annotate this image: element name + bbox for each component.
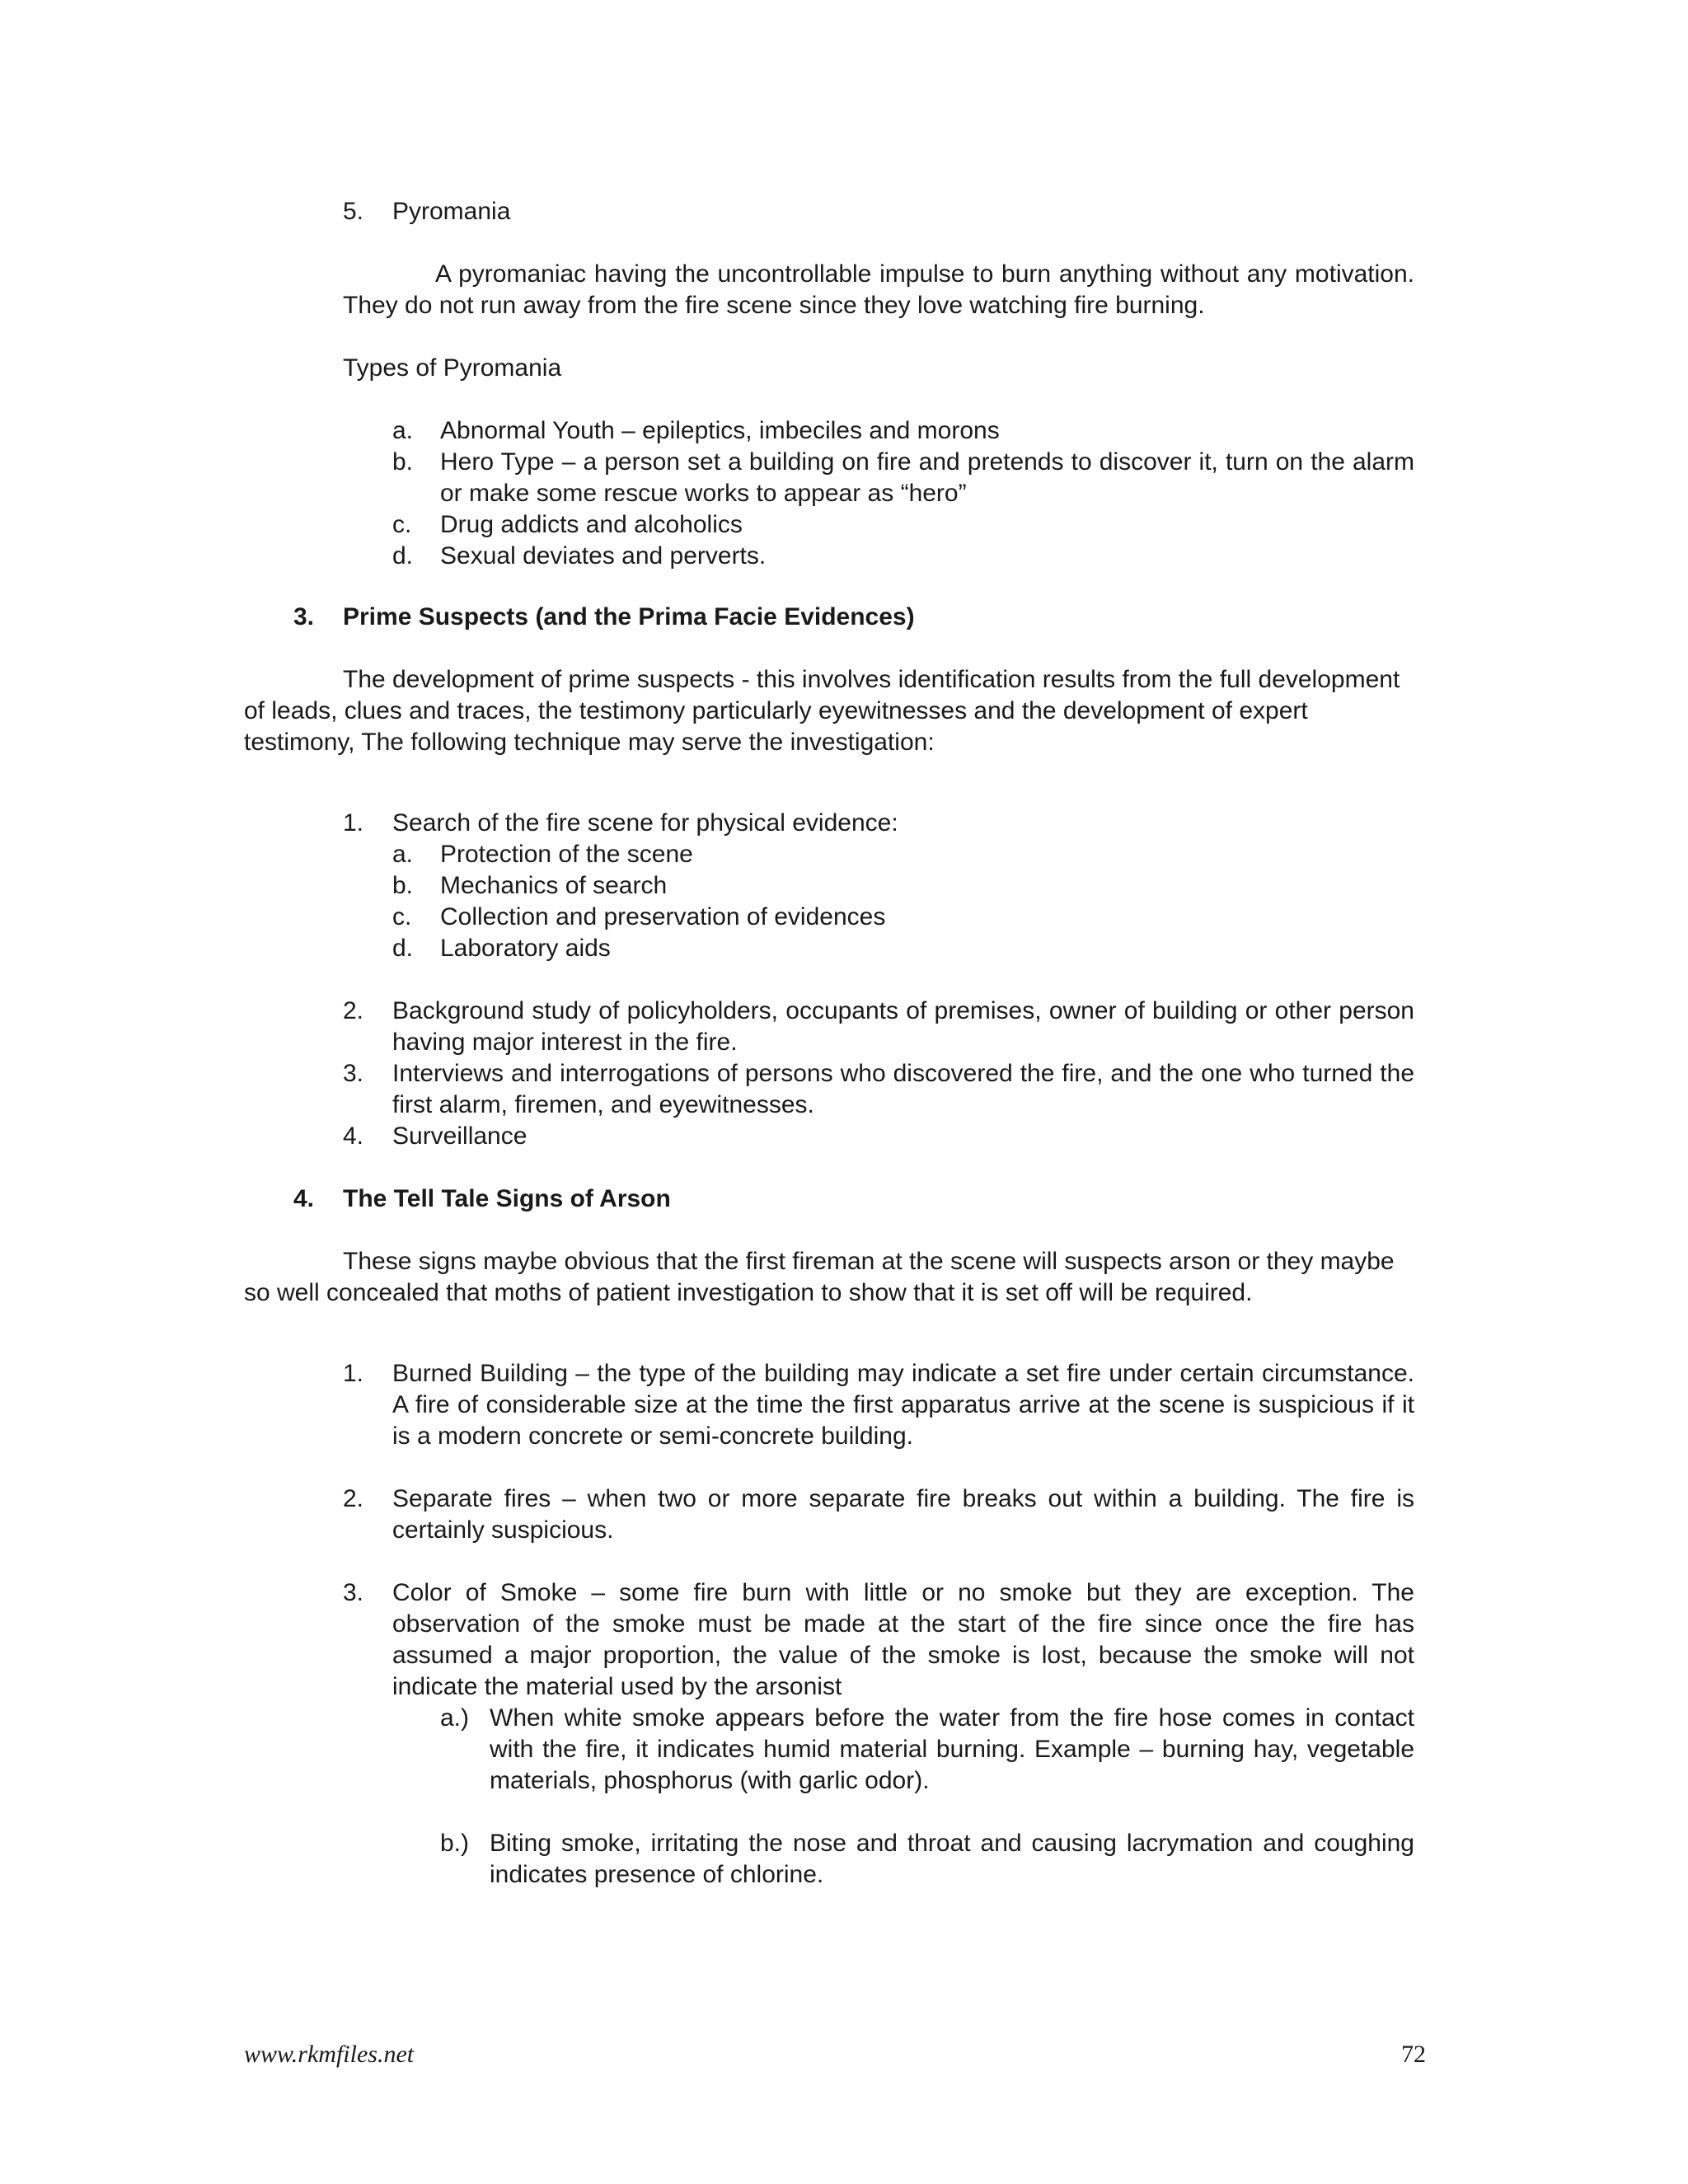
section4-heading: The Tell Tale Signs of Arson	[343, 1185, 671, 1212]
section3-item: Background study of policyholders, occupants of premises, owner of building or other person having major interest in the fire.	[392, 997, 1414, 1056]
section4-item: Color of Smoke – some fire burn with little or no smoke but they are exception. The observation of the smoke must be made at the start of the fire since once the fire has assumed a major proportion, the value of the smoke is lost, because the smoke will not indicate the material used by the arsonist	[392, 1579, 1414, 1700]
smoke-item: When white smoke appears before the water from the fire hose comes in contact with the fire, it indicates humid material burning. Example – burning hay, vegetable materials, phosphorus (with garlic odor).	[490, 1704, 1414, 1794]
smoke-item-letter: b.)	[440, 1830, 470, 1857]
section4-paragraph: These signs maybe obvious that the first fireman at the scene will suspects arson or they maybe so well concealed that moths of patient investigation to show that it is set off will be required.	[244, 1248, 1395, 1306]
footer-website: www.rkmfiles.net	[244, 2041, 415, 2068]
pyromania-types-heading: Types of Pyromania	[343, 354, 562, 382]
section4-number: 4.	[293, 1185, 315, 1212]
section4-item-number: 2.	[343, 1485, 364, 1512]
section3-subitem: Mechanics of search	[440, 872, 668, 899]
section3-item-number: 3.	[343, 1060, 364, 1087]
smoke-item-letter: a.)	[440, 1704, 470, 1732]
section3-item-number: 2.	[343, 997, 364, 1024]
section3-subitem-letter: c.	[392, 903, 412, 930]
pyromania-type-item: Drug addicts and alcoholics	[440, 511, 743, 538]
section3-subitem: Protection of the scene	[440, 841, 693, 868]
section3-subitem: Laboratory aids	[440, 935, 611, 962]
section3-subitem-letter: a.	[392, 841, 414, 868]
section3-item-number: 4.	[343, 1122, 364, 1150]
section3-item: Surveillance	[392, 1122, 528, 1150]
section3-item: Interviews and interrogations of persons who discovered the fire, and the one who turned the first alarm, firemen, and eyewitnesses.	[392, 1060, 1414, 1118]
section3-item: Search of the fire scene for physical evidence:	[392, 809, 898, 837]
section3-item-number: 1.	[343, 809, 364, 837]
pyromania-type-item: Abnormal Youth – epileptics, imbeciles and morons	[440, 417, 1000, 444]
pyromania-title: Pyromania	[392, 198, 511, 225]
pyromania-number: 5.	[343, 198, 364, 225]
section3-heading: Prime Suspects (and the Prima Facie Evidences)	[343, 603, 915, 630]
pyromania-type-item: Sexual deviates and perverts.	[440, 542, 767, 569]
section4-item-number: 3.	[343, 1579, 364, 1606]
page-number: 72	[1401, 2041, 1426, 2068]
pyromania-type-letter: d.	[392, 542, 414, 569]
section3-subitem-letter: d.	[392, 935, 414, 962]
pyromania-type-letter: a.	[392, 417, 414, 444]
smoke-item: Biting smoke, irritating the nose and throat and causing lacrymation and coughing indicates presence of chlorine.	[490, 1830, 1414, 1888]
pyromania-type-item: Hero Type – a person set a building on fire and pretends to discover it, turn on the alarm or make some rescue works to appear as “hero”	[440, 448, 1414, 507]
section3-subitem: Collection and preservation of evidences	[440, 903, 886, 930]
section4-item: Burned Building – the type of the building may indicate a set fire under certain circumstance. A fire of considerable size at the time the first apparatus arrive at the scene is suspicious if it is a modern concrete or semi-concrete building.	[392, 1360, 1414, 1450]
pyromania-type-letter: c.	[392, 511, 412, 538]
section3-number: 3.	[293, 603, 315, 630]
section4-item: Separate fires – when two or more separate fire breaks out within a building. The fire is certainly suspicious.	[392, 1485, 1414, 1544]
section4-item-number: 1.	[343, 1360, 364, 1387]
pyromania-type-letter: b.	[392, 448, 414, 476]
pyromania-paragraph: A pyromaniac having the uncontrollable impulse to burn anything without any motivation. They do not run away from the fire scene since they love watching fire burning.	[343, 260, 1414, 319]
section3-subitem-letter: b.	[392, 872, 414, 899]
section3-paragraph: The development of prime suspects - this involves identification results from the full development of leads, clues and traces, the testimony particularly eyewitnesses and the development of expert testimony, The following technique may serve the investigation:	[244, 666, 1400, 756]
